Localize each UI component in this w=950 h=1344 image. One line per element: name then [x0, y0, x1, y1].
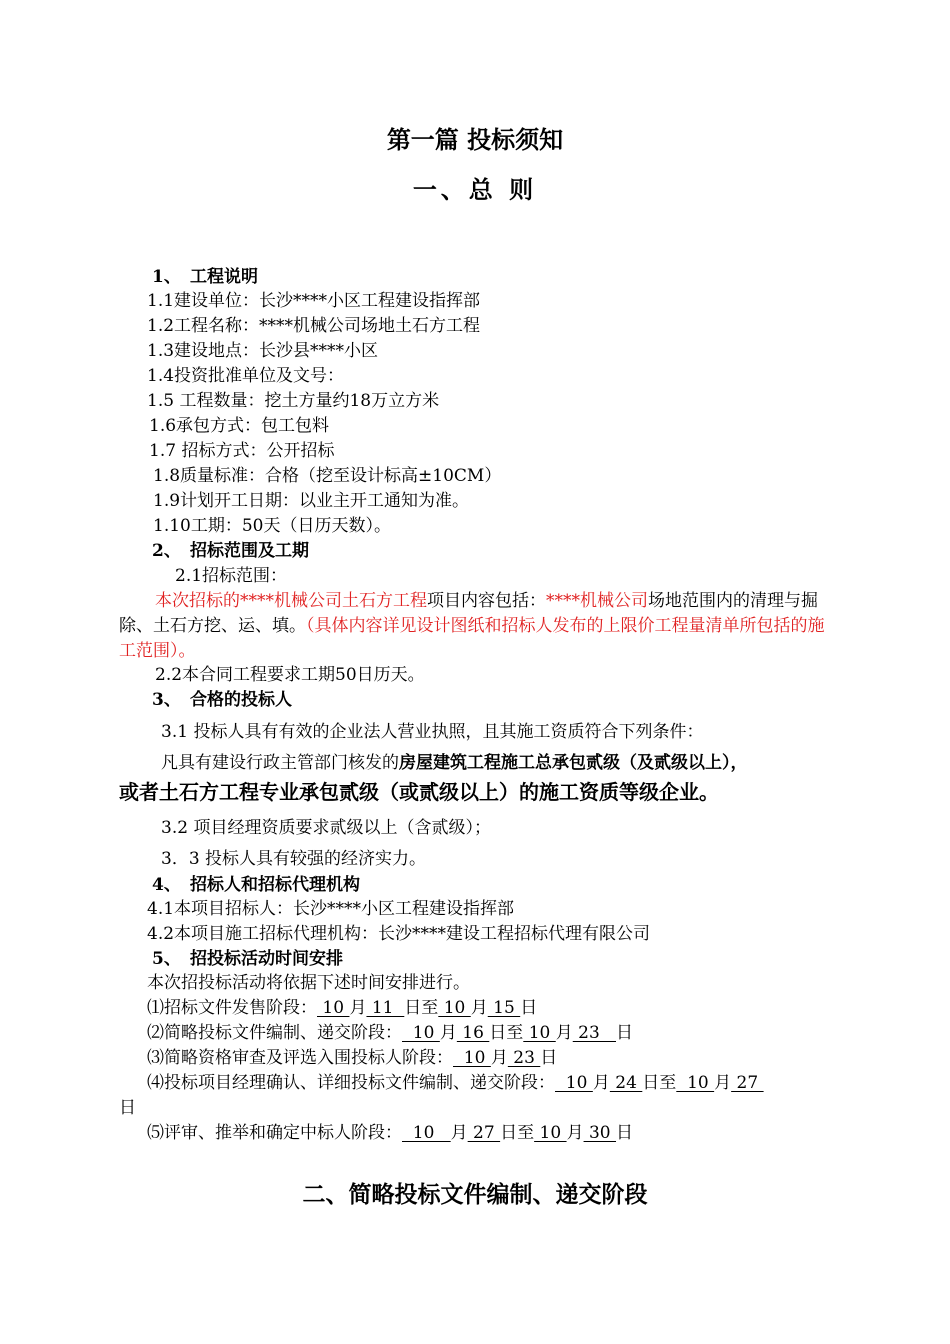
- chapter-2-title: 二、简略投标文件编制、递交阶段: [302, 1181, 648, 1208]
- stage-day: 23: [572, 1023, 616, 1043]
- section-heading: 合格的投标人: [190, 690, 292, 710]
- qualification-bold: 房屋建筑工程施工总承包贰级（及贰级以上），: [399, 753, 748, 773]
- period-text: 2.2本合同工程要求工期50日历天。: [155, 665, 425, 685]
- stage-month: 10: [523, 1023, 556, 1043]
- section-heading: 工程说明: [190, 267, 258, 287]
- section-number: 4、: [152, 875, 181, 895]
- list-item: 4.1本项目招标人：长沙****小区工程建设指挥部: [147, 899, 515, 919]
- section-number: 3、: [152, 690, 181, 710]
- list-item: 1.10工期：50天（日历天数）。: [153, 516, 391, 536]
- section-heading: 招标人和招标代理机构: [190, 875, 360, 895]
- stage-month: 10: [402, 1123, 451, 1143]
- section-number: 5、: [152, 949, 181, 969]
- section-heading: 招标范围及工期: [190, 541, 309, 561]
- schedule-stage: [147, 1072, 764, 1094]
- list-item: 1.7 招标方式：公开招标: [149, 441, 335, 461]
- list-item: 1.8质量标准：合格（挖至设计标高±10CM）: [153, 466, 502, 486]
- list-item: 1.2工程名称：****机械公司场地土石方工程: [147, 316, 481, 336]
- month-word: 月: [566, 1123, 584, 1143]
- stage-day: 15: [487, 998, 521, 1018]
- stage-month: 10: [676, 1073, 715, 1093]
- qualification-intro: 凡具有建设行政主管部门核发的: [161, 753, 399, 773]
- scope-text: 项目内容包括：: [427, 591, 546, 611]
- stage-month: 10: [402, 1023, 440, 1043]
- schedule-stage: [147, 1022, 633, 1044]
- month-word: 月: [349, 998, 367, 1018]
- stage-day: 27: [731, 1073, 764, 1093]
- list-item: 1.9计划开工日期：以业主开工通知为准。: [153, 491, 470, 511]
- section-heading: 招投标活动时间安排: [190, 949, 343, 969]
- to-word: 日至: [642, 1073, 677, 1093]
- stage-day: 11: [366, 998, 405, 1018]
- list-item: 1.3建设地点：长沙县****小区: [147, 341, 379, 361]
- stage-month: 10: [555, 1073, 593, 1093]
- day-word: 日: [540, 1048, 558, 1068]
- stage-month: 10: [317, 998, 350, 1018]
- stage-label: ⑸评审、推举和确定中标人阶段：: [147, 1123, 402, 1143]
- scope-text: 场地范围内的清理与掘除、土石方挖、运、填。: [119, 591, 818, 636]
- list-item: 4.2本项目施工招标代理机构：长沙****建设工程招标代理有限公司: [147, 924, 651, 944]
- stage-month: 10: [438, 998, 471, 1018]
- list-item: 1.4投资批准单位及文号：: [147, 366, 345, 386]
- schedule-stage: [147, 1122, 633, 1144]
- stage-label: ⑴招标文件发售阶段：: [147, 998, 317, 1018]
- part-title: 第一篇 投标须知: [386, 125, 564, 154]
- schedule-stage: [147, 997, 537, 1019]
- scope-note: （具体内容详见设计图纸和招标人发布的上限价工程量清单所包括的施工范围）。: [119, 616, 825, 661]
- stage-day: 16: [456, 1023, 490, 1043]
- section-number: 1、: [152, 267, 181, 287]
- stage-day: 24: [609, 1073, 643, 1093]
- qualification-line: [161, 752, 748, 774]
- day-word: 日: [616, 1123, 634, 1143]
- stage-label: ⑵简略投标文件编制、递交阶段：: [147, 1023, 402, 1043]
- scope-label: 2.1招标范围：: [175, 566, 288, 586]
- stage-day: 23: [507, 1048, 541, 1068]
- stage-label: ⑷投标项目经理确认、详细投标文件编制、递交阶段：: [147, 1073, 555, 1093]
- list-item: 1.5 工程数量：挖土方量约18万立方米: [147, 391, 440, 411]
- month-word: 月: [714, 1073, 732, 1093]
- day-word-wrapped: 日: [119, 1098, 136, 1118]
- scope-paragraph: [119, 589, 841, 664]
- stage-month: 10: [453, 1048, 491, 1068]
- month-word: 月: [470, 998, 488, 1018]
- month-word: 月: [450, 1123, 468, 1143]
- month-word: 月: [555, 1023, 573, 1043]
- paragraph-3-3: 3．3 投标人具有较强的经济实力。: [161, 849, 427, 869]
- stage-day: 27: [467, 1123, 501, 1143]
- stage-day: 30: [583, 1123, 617, 1143]
- to-word: 日至: [489, 1023, 524, 1043]
- section-number: 2、: [152, 541, 181, 561]
- to-word: 日至: [404, 998, 439, 1018]
- stage-label: ⑶简略资格审查及评选入围投标人阶段：: [147, 1048, 453, 1068]
- month-word: 月: [490, 1048, 508, 1068]
- schedule-intro: 本次招投标活动将依据下述时间安排进行。: [147, 973, 470, 993]
- scope-highlight: 本次招标的****机械公司土石方工程: [155, 591, 427, 611]
- month-word: 月: [592, 1073, 610, 1093]
- stage-month: 10: [534, 1123, 567, 1143]
- schedule-stage: [147, 1047, 557, 1069]
- day-word: 日: [520, 998, 538, 1018]
- to-word: 日至: [500, 1123, 535, 1143]
- paragraph-3-2: 3.2 项目经理资质要求贰级以上（含贰级）；: [161, 818, 491, 838]
- list-item: 1.1建设单位：长沙****小区工程建设指挥部: [147, 291, 481, 311]
- day-word: 日: [616, 1023, 633, 1043]
- scope-highlight: ****机械公司: [546, 591, 648, 611]
- paragraph-3-1: 3.1 投标人具有有效的企业法人营业执照，且其施工资质符合下列条件：: [161, 722, 704, 742]
- chapter-title: 一、总 则: [412, 175, 538, 204]
- month-word: 月: [439, 1023, 457, 1043]
- qualification-bold-line: 或者土石方工程专业承包贰级（或贰级以上）的施工资质等级企业。: [119, 780, 719, 804]
- list-item: 1.6承包方式：包工包料: [149, 416, 330, 436]
